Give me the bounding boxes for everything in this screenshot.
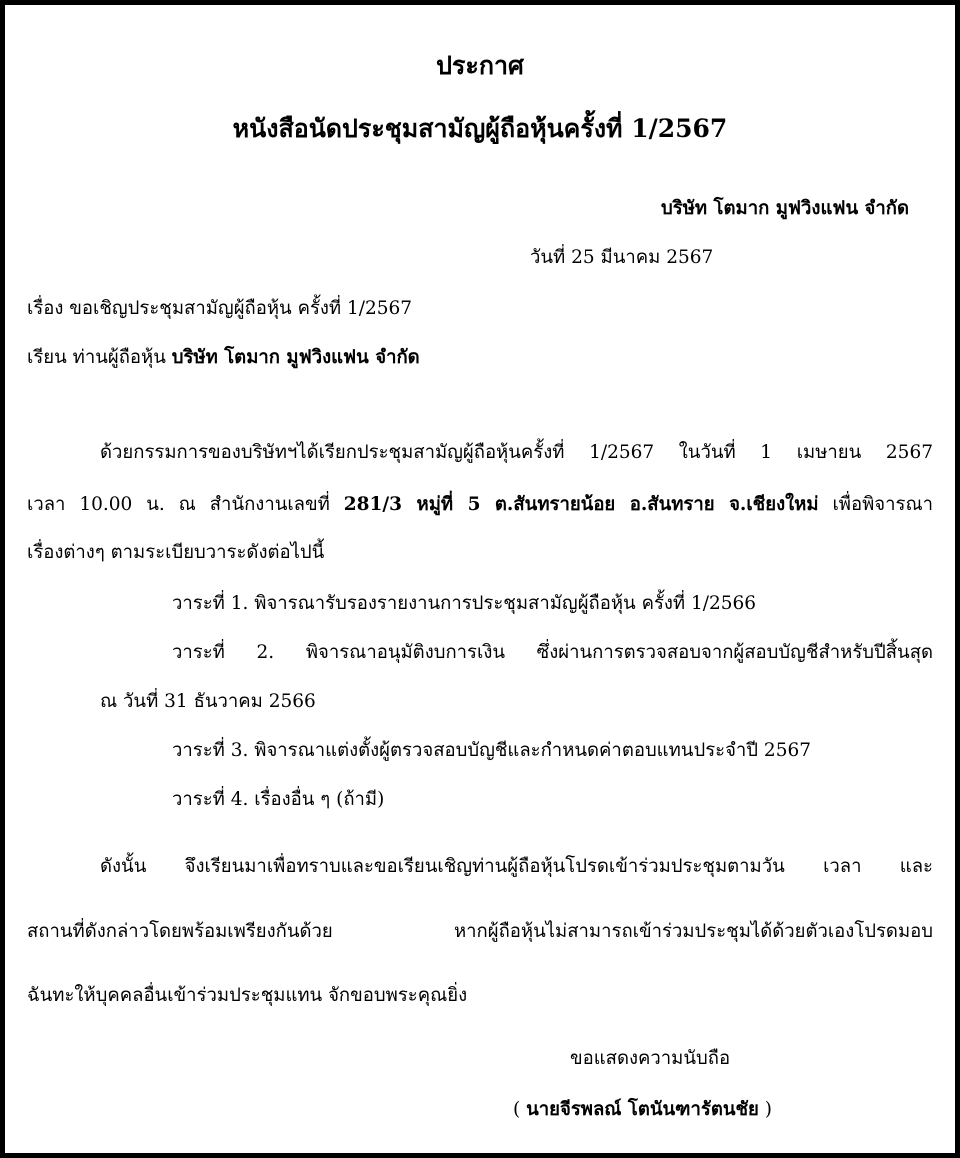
- company-name: บริษัท โตมาก มูฟวิงแฟน จำกัด: [661, 198, 909, 219]
- recipient-line: [27, 347, 420, 369]
- paragraph-1-line-2: [27, 494, 933, 516]
- recipient-prefix: เรียน ท่านผู้ถือหุ้น: [27, 347, 172, 368]
- paragraph-1-line-1: ด้วยกรรมการของบริษัทฯได้เรียกประชุมสามัญผู้ถือหุ้นครั้งที่ 1/2567 ในวันที่ 1 เมษายน 2567: [100, 442, 933, 463]
- agenda-item-4: วาระที่ 4. เรื่องอื่น ๆ (ถ้ามี): [172, 789, 385, 810]
- agenda-item-2: วาระที่ 2. พิจารณาอนุมัติงบการเงิน ซึ่งผ่านการตรวจสอบจากผู้สอบบัญชีสำหรับปีสิ้นสุด: [172, 642, 933, 663]
- signature-line: [513, 1099, 772, 1121]
- paragraph-2-line-1: ดังนั้น จึงเรียนมาเพื่อทราบและขอเรียนเชิญท่านผู้ถือหุ้นโปรดเข้าร่วมประชุมตามวัน เวลา และ: [100, 856, 933, 877]
- agenda-item-1: วาระที่ 1. พิจารณารับรองรายงานการประชุมสามัญผู้ถือหุ้น ครั้งที่ 1/2566: [172, 593, 757, 614]
- signatory-name: นายจีรพลณ์ โตนันฑารัตนชัย: [526, 1099, 759, 1120]
- recipient-company: บริษัท โตมาก มูฟวิงแฟน จำกัด: [171, 347, 420, 368]
- signature-close-paren: ): [758, 1099, 772, 1120]
- paragraph-1-line-3: เรื่องต่างๆ ตามระเบียบวาระดังต่อไปนี้: [27, 542, 325, 563]
- paragraph-1-line-2-start: เวลา 10.00 น. ณ สำนักงานเลขที่: [27, 494, 344, 515]
- agenda-item-3: วาระที่ 3. พิจารณาแต่งตั้งผู้ตรวจสอบบัญชีและกำหนดค่าตอบแทนประจำปี 2567: [172, 740, 811, 761]
- meeting-address: 281/3 หมู่ที่ 5 ต.สันทรายน้อย อ.สันทราย จ.เชียงใหม่: [343, 494, 819, 515]
- paragraph-2-line-2: สถานที่ดังกล่าวโดยพร้อมเพรียงกันด้วย หากผู้ถือหุ้นไม่สามารถเข้าร่วมประชุมได้ด้วยตัวเองโปรดมอบ: [27, 921, 933, 942]
- subject-line: เรื่อง ขอเชิญประชุมสามัญผู้ถือหุ้น ครั้งที่ 1/2567: [27, 298, 413, 319]
- paragraph-1-line-2-end: เพื่อพิจารณา: [818, 494, 934, 515]
- signature-open-paren: (: [513, 1099, 527, 1120]
- document-date: วันที่ 25 มีนาคม 2567: [530, 247, 714, 268]
- document-heading: ประกาศ: [436, 51, 524, 80]
- document-subheading: หนังสือนัดประชุมสามัญผู้ถือหุ้นครั้งที่ 1/2567: [232, 114, 728, 143]
- agenda-item-2-continued: ณ วันที่ 31 ธันวาคม 2566: [100, 691, 316, 712]
- paragraph-2-line-3: ฉันทะให้บุคคลอื่นเข้าร่วมประชุมแทน จักขอบพระคุณยิ่ง: [27, 985, 468, 1006]
- closing-line: ขอแสดงความนับถือ: [570, 1048, 731, 1069]
